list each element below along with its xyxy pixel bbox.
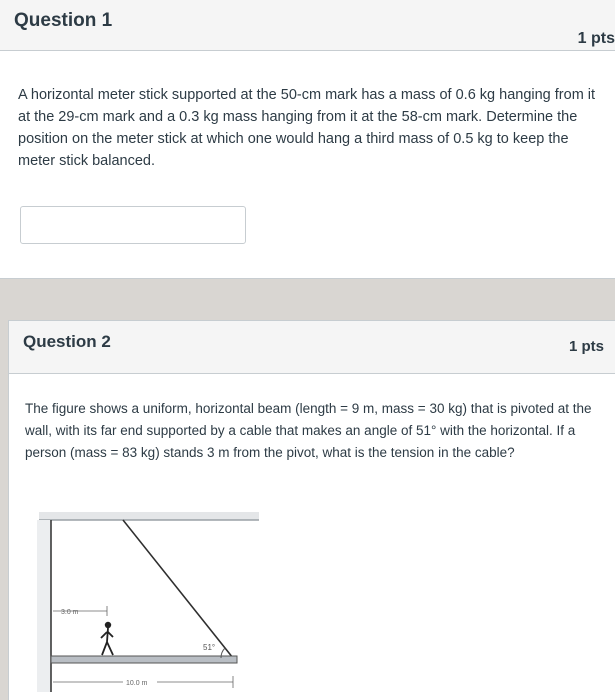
person-distance-label: 3.0 m (61, 609, 79, 616)
question-2-card (8, 320, 615, 700)
question-1-header (0, 0, 615, 51)
ceiling (39, 512, 259, 520)
beam-diagram (37, 508, 277, 698)
beam (51, 656, 237, 663)
beam-length-label: 10.0 m (126, 680, 148, 687)
wall (37, 520, 51, 692)
question-2-header (9, 320, 615, 374)
question-1-card (0, 0, 615, 279)
cable (123, 520, 233, 658)
question-1-text: A horizontal meter stick supported at the 50-cm mark has a mass of 0.6 kg hanging from it at the 29-cm mark and a 0.3 kg mass hanging from it at the 58-cm mark. Determine the position on the meter stick at which one would hang a third mass of 0.5 kg to keep the meter stick balanced. (18, 87, 596, 169)
question-2-text: The figure shows a uniform, horizontal beam (length = 9 m, mass = 30 kg) that is pivoted at the wall, with its far end supported by a cable that makes an angle of 51° with the horizontal. If a person (mass = 83 kg) stands 3 m from the pivot, what is the tension in the cable? (25, 401, 592, 460)
question-1-points: 1 pts (577, 30, 615, 47)
question-1-title: Question 1 (14, 10, 113, 31)
question-2-title: Question 2 (23, 332, 111, 351)
person-icon (101, 622, 113, 655)
beam-figure (37, 508, 277, 698)
question-1-answer-input[interactable] (20, 206, 246, 244)
question-2-points: 1 pts (568, 338, 604, 355)
angle-label: 51° (203, 643, 216, 652)
